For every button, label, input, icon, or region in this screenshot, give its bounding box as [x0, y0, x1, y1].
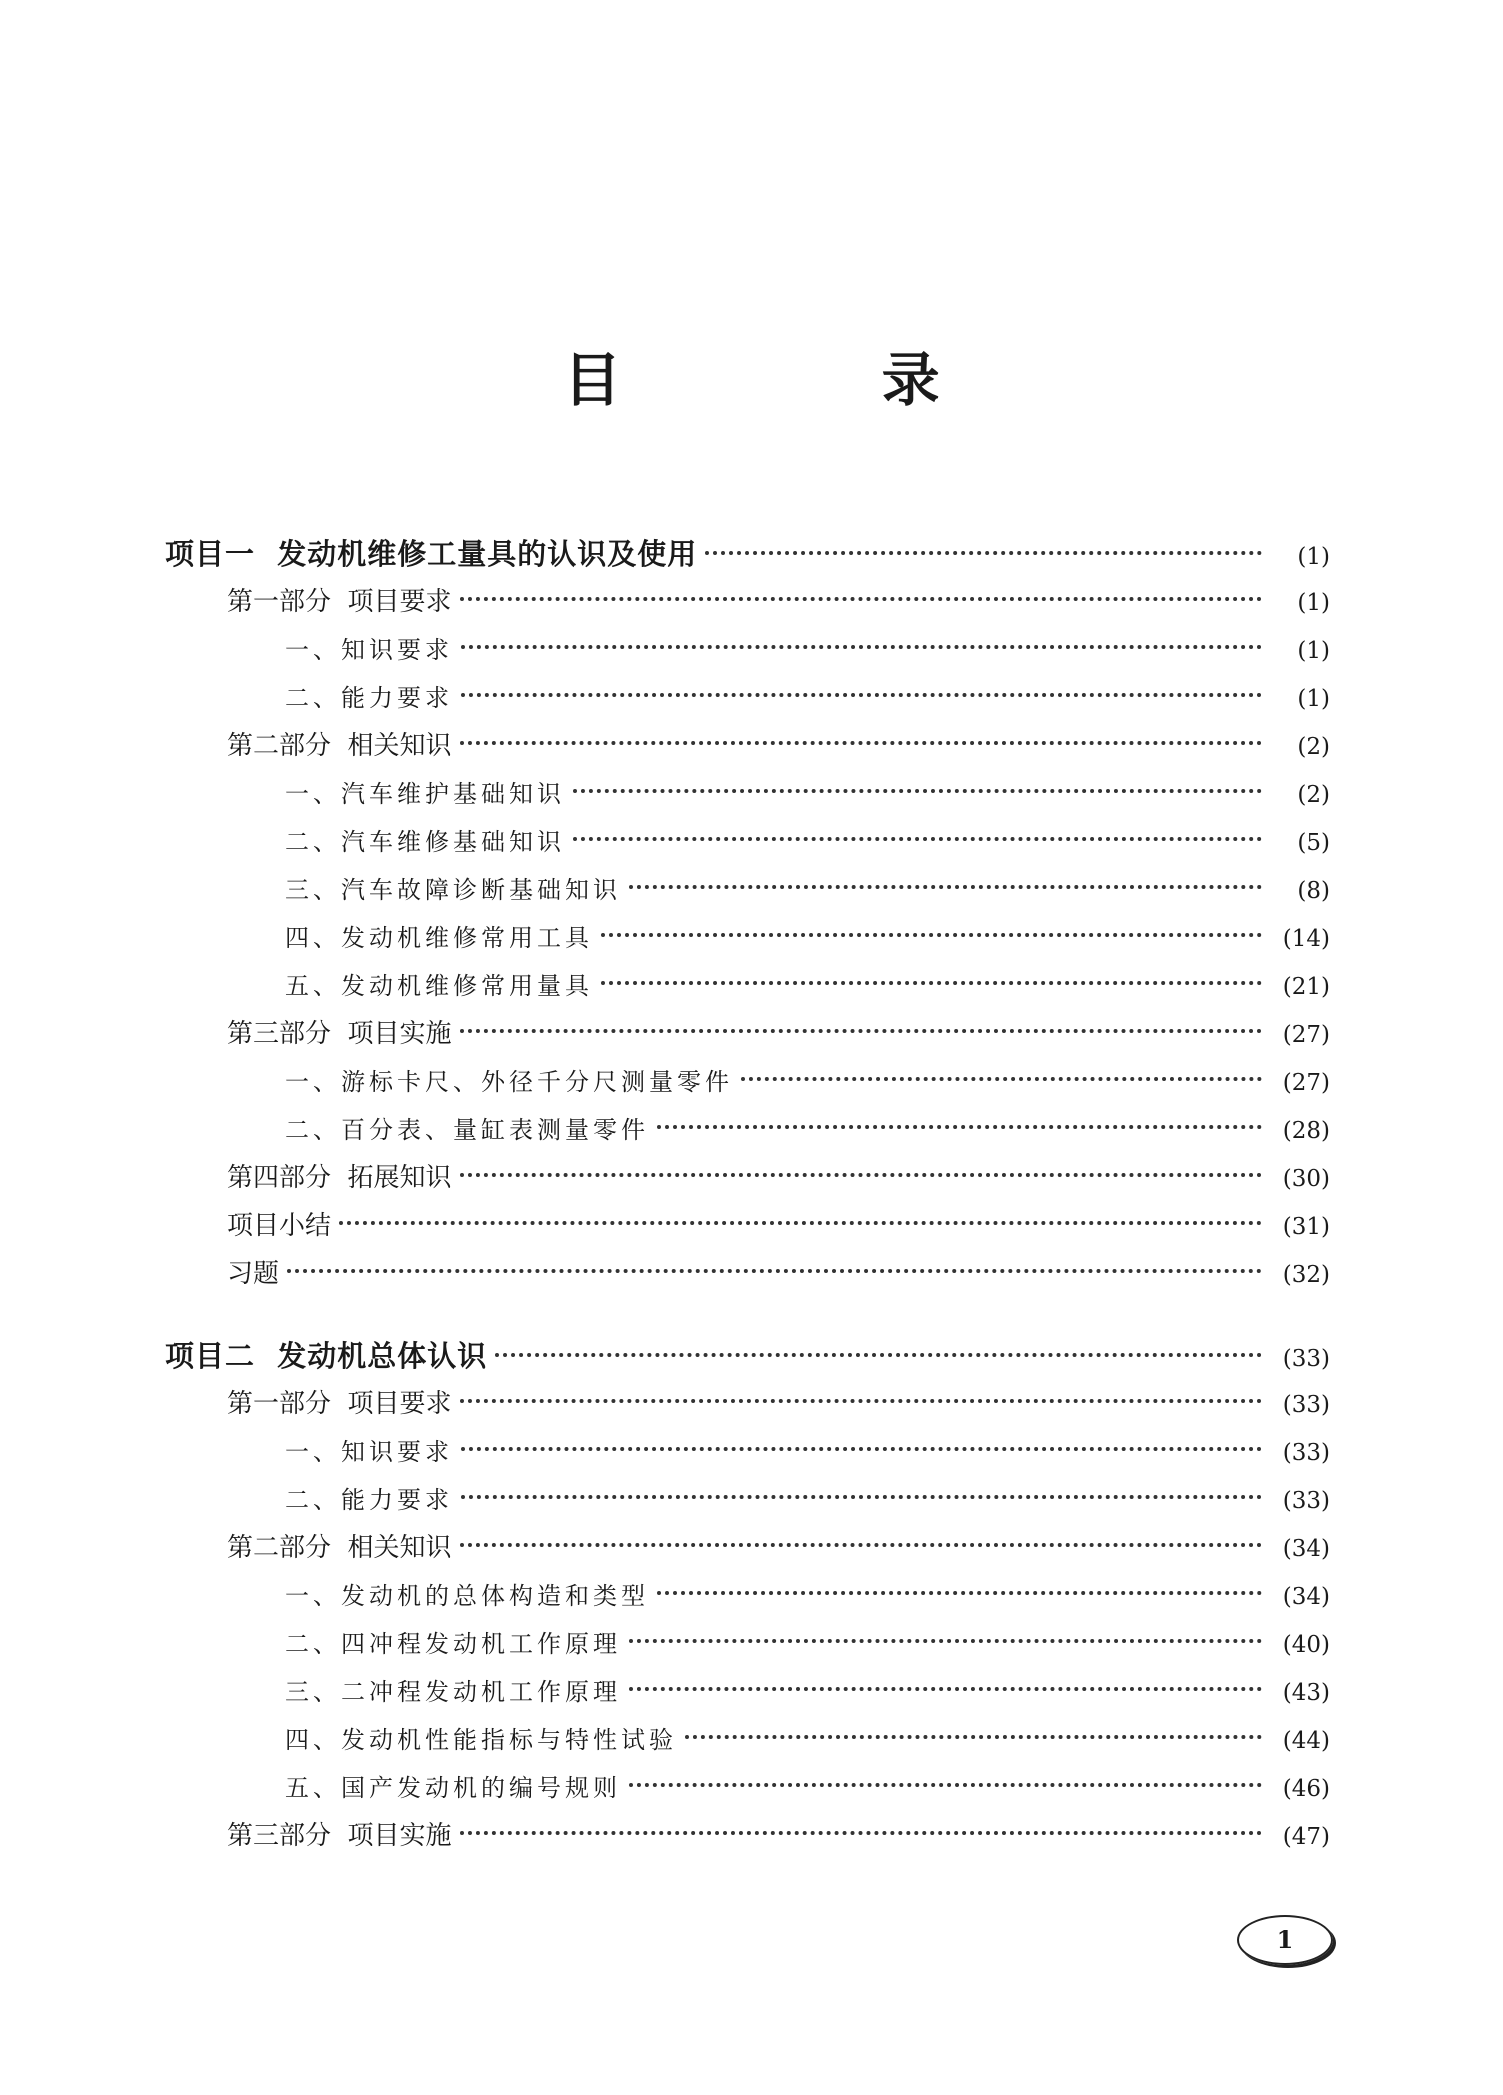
toc-entry-page: (33) [1282, 1488, 1330, 1514]
dot-leader [461, 645, 1262, 649]
toc-entry-title: 第一部分 项目要求 [227, 1389, 452, 1419]
toc-entry-title: 项目小结 [227, 1211, 332, 1241]
toc-entry-page: (31) [1282, 1214, 1330, 1240]
toc-entry-page: (32) [1282, 1262, 1330, 1288]
toc-entry-page: (40) [1282, 1632, 1330, 1658]
dot-leader [629, 1639, 1262, 1643]
dot-leader [460, 1543, 1262, 1547]
toc-part-entry[interactable] [165, 1524, 1330, 1572]
toc-entry-page: (43) [1282, 1680, 1330, 1706]
toc-entry-page: (1) [1297, 686, 1330, 712]
toc-entry-page: (34) [1282, 1584, 1330, 1610]
toc-entry-page: (14) [1282, 926, 1330, 952]
toc-entry-page: (8) [1297, 878, 1330, 904]
toc-entry-page: (47) [1282, 1824, 1330, 1850]
dot-leader [657, 1125, 1262, 1129]
dot-leader [460, 1173, 1262, 1177]
toc-entry-title: 第一部分 项目要求 [227, 587, 452, 617]
toc-entry-title: 二、汽车维修基础知识 [285, 828, 565, 856]
dot-leader [461, 1447, 1262, 1451]
toc-entry-page: (28) [1282, 1118, 1330, 1144]
toc-entry-title: 二、四冲程发动机工作原理 [285, 1630, 621, 1658]
toc-item-entry[interactable] [165, 1764, 1330, 1812]
toc-entry-title: 三、汽车故障诊断基础知识 [285, 876, 621, 904]
dot-leader [460, 597, 1262, 601]
toc-entry-title: 第四部分 拓展知识 [227, 1163, 452, 1193]
toc-item-entry[interactable] [165, 1620, 1330, 1668]
toc-entry-title: 二、能力要求 [285, 684, 453, 712]
toc-part-entry[interactable] [165, 1202, 1330, 1250]
toc-entry-page: (27) [1282, 1070, 1330, 1096]
dot-leader [657, 1591, 1262, 1595]
toc-part-entry[interactable] [165, 1812, 1330, 1860]
dot-leader [460, 1029, 1262, 1033]
dot-leader [495, 1353, 1262, 1357]
toc-item-entry[interactable] [165, 1716, 1330, 1764]
dot-leader [705, 551, 1262, 555]
toc-chapter-entry[interactable] [165, 530, 1330, 578]
toc-entry-page: (44) [1282, 1728, 1330, 1754]
toc-item-entry[interactable] [165, 866, 1330, 914]
dot-leader [629, 885, 1262, 889]
toc-item-entry[interactable] [165, 1106, 1330, 1154]
page-title: 目 录 [563, 346, 1060, 414]
dot-leader [460, 741, 1262, 745]
toc-part-entry[interactable] [165, 722, 1330, 770]
toc-entry-page: (1) [1297, 638, 1330, 664]
toc-item-entry[interactable] [165, 1428, 1330, 1476]
toc-entry-page: (2) [1297, 782, 1330, 808]
toc-entry-page: (33) [1282, 1440, 1330, 1466]
toc-entry-title: 五、发动机维修常用量具 [285, 972, 593, 1000]
dot-leader [287, 1269, 1262, 1273]
toc-item-entry[interactable] [165, 626, 1330, 674]
toc-entry-page: (46) [1282, 1776, 1330, 1802]
toc-item-entry[interactable] [165, 770, 1330, 818]
toc-part-entry[interactable] [165, 1380, 1330, 1428]
toc-item-entry[interactable] [165, 818, 1330, 866]
dot-leader [601, 933, 1262, 937]
toc-entry-title: 一、知识要求 [285, 1438, 453, 1466]
dot-leader [741, 1077, 1262, 1081]
page-number-badge: 1 [1237, 1915, 1333, 1965]
toc-entry-page: (33) [1282, 1346, 1330, 1372]
dot-leader [573, 789, 1262, 793]
dot-leader [573, 837, 1262, 841]
toc-item-entry[interactable] [165, 914, 1330, 962]
toc-entry-title: 第三部分 项目实施 [227, 1821, 452, 1851]
toc-entry-title: 第二部分 相关知识 [227, 731, 452, 761]
dot-leader [601, 981, 1262, 985]
toc-section [165, 530, 1330, 1298]
toc-entry-title: 第二部分 相关知识 [227, 1533, 452, 1563]
dot-leader [461, 693, 1262, 697]
toc-section [165, 1332, 1330, 1860]
toc-item-entry[interactable] [165, 1572, 1330, 1620]
toc-entry-title: 项目二 发动机总体认识 [165, 1339, 488, 1373]
toc-item-entry[interactable] [165, 1476, 1330, 1524]
toc-entry-title: 一、游标卡尺、外径千分尺测量零件 [285, 1068, 733, 1096]
table-of-contents [165, 530, 1330, 1894]
dot-leader [339, 1221, 1262, 1225]
toc-entry-title: 一、知识要求 [285, 636, 453, 664]
toc-entry-page: (5) [1297, 830, 1330, 856]
toc-entry-title: 四、发动机性能指标与特性试验 [285, 1726, 677, 1754]
toc-entry-title: 项目一 发动机维修工量具的认识及使用 [165, 537, 698, 571]
toc-chapter-entry[interactable] [165, 1332, 1330, 1380]
toc-item-entry[interactable] [165, 962, 1330, 1010]
toc-item-entry[interactable] [165, 1668, 1330, 1716]
dot-leader [629, 1783, 1262, 1787]
toc-entry-page: (2) [1297, 734, 1330, 760]
dot-leader [461, 1495, 1262, 1499]
toc-part-entry[interactable] [165, 1154, 1330, 1202]
toc-part-entry[interactable] [165, 578, 1330, 626]
dot-leader [460, 1399, 1262, 1403]
dot-leader [685, 1735, 1262, 1739]
toc-item-entry[interactable] [165, 1058, 1330, 1106]
toc-entry-title: 四、发动机维修常用工具 [285, 924, 593, 952]
toc-item-entry[interactable] [165, 674, 1330, 722]
toc-entry-page: (30) [1282, 1166, 1330, 1192]
toc-entry-page: (1) [1297, 590, 1330, 616]
toc-entry-title: 二、百分表、量缸表测量零件 [285, 1116, 649, 1144]
toc-entry-page: (21) [1282, 974, 1330, 1000]
toc-entry-title: 习题 [227, 1259, 280, 1289]
toc-entry-title: 二、能力要求 [285, 1486, 453, 1514]
dot-leader [460, 1831, 1262, 1835]
toc-entry-title: 第三部分 项目实施 [227, 1019, 452, 1049]
toc-entry-title: 三、二冲程发动机工作原理 [285, 1678, 621, 1706]
toc-entry-page: (1) [1297, 544, 1330, 570]
toc-entry-page: (34) [1282, 1536, 1330, 1562]
toc-part-entry[interactable] [165, 1250, 1330, 1298]
toc-entry-title: 一、发动机的总体构造和类型 [285, 1582, 649, 1610]
toc-entry-page: (33) [1282, 1392, 1330, 1418]
dot-leader [629, 1687, 1262, 1691]
toc-entry-title: 一、汽车维护基础知识 [285, 780, 565, 808]
toc-part-entry[interactable] [165, 1010, 1330, 1058]
toc-entry-title: 五、国产发动机的编号规则 [285, 1774, 621, 1802]
toc-entry-page: (27) [1282, 1022, 1330, 1048]
